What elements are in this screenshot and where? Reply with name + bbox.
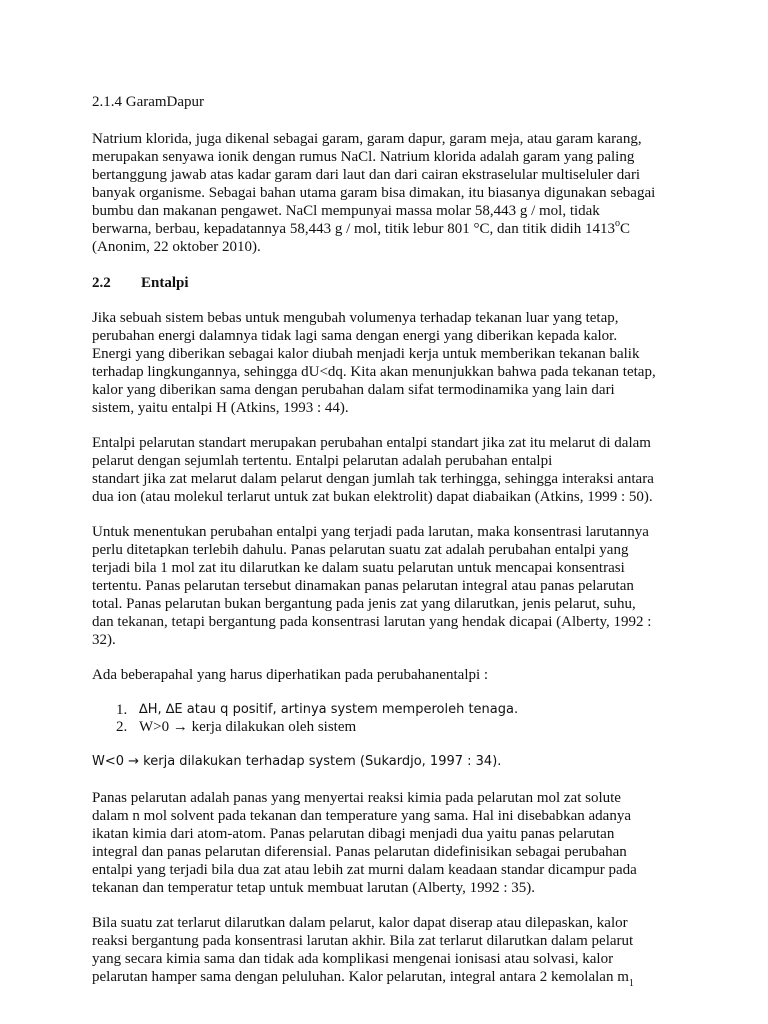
paragraph-line: integral dan panas pelarutan diferensial. Panas pelarutan didefinisikan sebagai perubahan [92, 844, 627, 860]
paragraph-line: banyak organisme. Sebagai bahan utama garam bisa dimakan, itu biasanya digunakan sebagai [92, 185, 656, 201]
paragraph-line: perlu ditetapkan terlebih dahulu. Panas pelarutan suatu zat adalah perubahan entalpi yang [92, 542, 629, 558]
note-line: W<0 → kerja dilakukan terhadap system (Sukardjo, 1997 : 34). [92, 754, 502, 769]
paragraph-line: Natrium klorida, juga dikenal sebagai garam, garam dapur, garam meja, atau garam karang, [92, 131, 642, 147]
paragraph-line: entalpi yang terjadi bila dua zat atau lebih zat murni dalam keadaan standar dicampur pada [92, 862, 637, 878]
paragraph-line: reaksi bergantung pada konsentrasi larutan akhir. Bila zat terlarut dilarutkan dalam pelarut [92, 933, 634, 949]
line-text: C [619, 221, 630, 237]
paragraph-line: bertanggung jawab atas kadar garam dari laut dan dari cairan ekstraselular multiseluler dari [92, 167, 641, 183]
degree-superscript: o [614, 218, 620, 229]
paragraph-line: bumbu dan makanan pengawet. NaCl mempunyai massa molar 58,443 g / mol, tidak [92, 203, 600, 219]
paragraph-line: Jika sebuah sistem bebas untuk mengubah volumenya terhadap tekanan luar yang tetap, [92, 310, 619, 326]
paragraph-line: Panas pelarutan adalah panas yang menyertai reaksi kimia pada pelarutan mol zat solute [92, 790, 621, 806]
paragraph-line: pelarut dengan sejumlah tertentu. Entalpi pelarutan adalah perubahan entalpi [92, 453, 553, 469]
list-item-text: ∆H, ∆E atau q positif, artinya system memperoleh tenaga. [139, 702, 519, 717]
line-text: pelarutan hamper sama dengan peluluhan. Kalor pelarutan, integral antara 2 kemolalan m [92, 969, 629, 985]
paragraph-line: sistem, yaitu entalpi H (Atkins, 1993 : 44). [92, 400, 349, 416]
paragraph-line: 32). [92, 632, 116, 648]
list-intro: Ada beberapahal yang harus diperhatikan pada perubahanentalpi : [92, 667, 489, 683]
line-text: berwarna, berbau, kepadatannya 58,443 g / mol, titik lebur 801 °C, dan titik didih 1413 [92, 221, 615, 237]
list-item-number: 1. [116, 702, 128, 718]
list-item-text: W>0 → kerja dilakukan oleh sistem [139, 719, 357, 735]
heading-number: 2.2 [92, 275, 111, 291]
paragraph-line: Bila suatu zat terlarut dilarutkan dalam pelarut, kalor dapat diserap atau dilepaskan, kalor [92, 915, 628, 931]
section-title: 2.1.4 GaramDapur [92, 94, 205, 110]
paragraph-line: kalor yang diberikan sama dengan perubahan dalam sifat termodinamika yang lain dari [92, 382, 615, 398]
paragraph-line: Energi yang diberikan sebagai kalor diubah menjadi kerja untuk memberikan tekanan balik [92, 346, 640, 362]
paragraph-line: merupakan senyawa ionik dengan rumus NaCl. Natrium klorida adalah garam yang paling [92, 149, 635, 165]
paragraph-line [92, 220, 630, 238]
paragraph-line: terjadi bila 1 mol zat itu dilarutkan ke dalam suatu pelarutan untuk mencapai konsentrasi [92, 560, 625, 576]
paragraph-line: dua ion (atau molekul terlarut untuk zat bukan elektrolit) dapat diabaikan (Atkins, 1999 : 50). [92, 489, 653, 505]
paragraph-line: dan tekanan, tetapi bergantung pada konsentrasi larutan yang hendak dicapai (Alberty, 1992 : [92, 614, 652, 630]
subscript: 1 [628, 978, 634, 989]
paragraph-line: total. Panas pelarutan bukan bergantung pada jenis zat yang dilarutkan, jenis pelarut, suhu, [92, 596, 636, 612]
heading-entalpi [92, 274, 189, 292]
paragraph-line [92, 968, 634, 989]
paragraph-line: perubahan energi dalamnya tidak lagi sama dengan energi yang diberikan kepada kalor. [92, 328, 618, 344]
paragraph-line: Untuk menentukan perubahan entalpi yang terjadi pada larutan, maka konsentrasi larutannya [92, 524, 649, 540]
paragraph-line: yang secara kimia sama dan tidak ada komplikasi mengenai ionisasi atau solvasi, kalor [92, 951, 614, 967]
paragraph-line: Entalpi pelarutan standart merupakan perubahan entalpi standart jika zat itu melarut di dalam [92, 435, 651, 451]
heading-text: Entalpi [141, 275, 189, 291]
paragraph-line: standart jika zat melarut dalam pelarut dengan jumlah tak terhingga, sehingga interaksi antara [92, 471, 654, 487]
paragraph-line: dalam n mol solvent pada tekanan dan temperature yang sama. Hal ini disebabkan adanya [92, 808, 631, 824]
paragraph-line: ikatan kimia dari atom-atom. Panas pelarutan dibagi menjadi dua yaitu panas pelarutan [92, 826, 615, 842]
paragraph-line: tertentu. Panas pelarutan tersebut dinamakan panas pelarutan integral atau panas pelarutan [92, 578, 634, 594]
list-item-number: 2. [116, 719, 128, 735]
paragraph-line: tekanan dan temperatur tetap untuk membuat larutan (Alberty, 1992 : 35). [92, 880, 536, 896]
paragraph-line: terhadap lingkungannya, sehingga dU<dq. Kita akan menunjukkan bahwa pada tekanan tetap, [92, 364, 656, 380]
paragraph-line: (Anonim, 22 oktober 2010). [92, 239, 261, 255]
